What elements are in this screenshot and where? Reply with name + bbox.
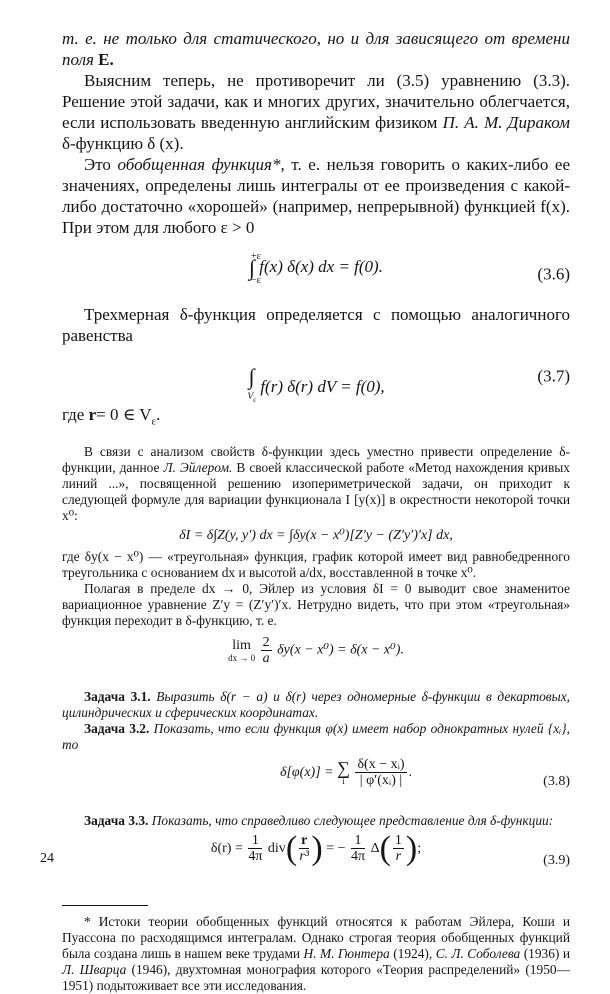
task-3-1-text: Выразить δ(r − a) и δ(r) через одномерные δ-функции в декартовых, цилиндрических и сферических координатах. — [62, 689, 570, 721]
where-line — [62, 404, 570, 432]
fraction-denominator: 4π — [350, 849, 366, 865]
para2-author: П. А. М. Дираком — [442, 113, 570, 132]
fraction-3 — [351, 833, 365, 864]
where-condition: = 0 ∈ V — [96, 405, 152, 424]
fraction-4 — [393, 833, 404, 864]
para3-rest: т. е. нельзя говорить о каких-либо ее значениях, определены лишь интегралы от ее произведения с какой-либо достаточно «хорошей» (например, непрерывной) функцией f(x). При этом для любого ε > 0 — [62, 155, 571, 237]
limit-operator — [228, 638, 255, 663]
variation-equation — [62, 528, 570, 544]
fraction-numerator: 1 — [248, 833, 262, 849]
fraction-denominator: r — [395, 849, 402, 865]
fraction-numerator: 1 — [394, 833, 402, 849]
divergence-operator: div — [267, 841, 286, 857]
task-3-1-label: Задача 3.1. — [84, 689, 151, 705]
equation-number: (3.6) — [537, 264, 570, 284]
euler-paragraph-3: Полагая в пределе dx → 0, Эйлер из условия δI = 0 выводит свое знаменитое вариационное уравнение Z′y = (Z′y′)′x. Нетрудно видеть, что при этом «треугольная» функция переходит в δ-функцию, т. е. — [62, 581, 570, 629]
para2-text: Выясним теперь, не противоречит ли (3.5) уравнению (3.3). Решение этой задачи, как и многих других, значительно облегчается, если использовать введенную английским физиком — [62, 71, 570, 132]
fraction-numerator: 2 — [262, 635, 270, 651]
footnote-year-2: (1936) и — [523, 946, 570, 962]
equation-3-9-end: ; — [417, 841, 422, 857]
sum-sign: ∑ — [337, 758, 350, 779]
equation-3-8-left: δ[φ(x)] = — [279, 765, 334, 781]
equation-3-6-body: f(x) δ(x) dx = f(0). — [259, 257, 383, 276]
footnote-end: (1946), двухтомная монография которого «Теория распределений» (1950—1951) подытоживает все эти исследования. — [62, 962, 570, 994]
para3-italic: обобщенная функция*, — [117, 155, 285, 174]
fraction-2 — [299, 833, 309, 864]
limit-subscript: dx → 0 — [228, 653, 256, 664]
task-3-1 — [62, 689, 570, 721]
small1-text: В связи с анализом свойств δ-функции здесь уместно привести определение δ-функции, данное — [62, 444, 570, 476]
paragraph-3 — [62, 154, 570, 238]
fraction-1 — [248, 833, 262, 864]
volume-subscript: V — [247, 392, 254, 402]
sum-index: i — [342, 776, 345, 787]
equation-3-8-fraction — [355, 757, 406, 788]
equation-3-8-end: . — [408, 765, 413, 781]
footnote-author-1: Н. М. Гюнтера — [303, 946, 390, 962]
equation-number: (3.9) — [543, 853, 570, 869]
vector-r: r — [88, 405, 97, 424]
fraction-numerator: δ(x − xᵢ) — [357, 757, 405, 773]
laplacian-operator: Δ — [370, 841, 380, 857]
equation-3-7 — [62, 356, 570, 402]
small1-rest: В своей классической работе «Метод нахождения кривых линий ...», посвященной решению изопериметрической задачи, он приходит к следующей формуле для вариации функционала I [y(x)] в окрестности некоторой точки x⁰: — [62, 460, 570, 524]
integral-upper-limit: +ε — [251, 250, 261, 262]
equation-number: (3.8) — [543, 774, 570, 790]
task-3-2 — [62, 721, 570, 753]
equation-3-9: δ(r) = $\frac{1}{4\pi}$ div( $\frac{r}{\text{r³}}$ ) = − $\frac{1}{4\pi}$ Δ( $\frac{1}{r}$ ); (3.9) — [210, 829, 570, 869]
footnote-author-3: Л. Шварца — [62, 962, 127, 978]
para2-end: δ-функцию δ (x). — [62, 134, 184, 153]
sum-operator — [337, 759, 350, 786]
equation-3-7-body: f(r) δ(r) dV = f(0), — [260, 377, 385, 397]
integral-lower-limit: −ε — [251, 274, 261, 286]
fraction-numerator: r — [301, 833, 308, 849]
where-subscript: ε — [151, 415, 157, 428]
para3-start: Это — [84, 155, 111, 174]
equation-3-6 — [62, 242, 570, 294]
fraction-denominator: r³ — [299, 849, 310, 865]
paragraph-2 — [62, 70, 570, 154]
paragraph-1 — [62, 28, 570, 70]
task-3-2-text: Показать, что если функция φ(x) имеет набор однократных нулей {xᵢ}, то — [62, 721, 570, 753]
footnote-divider — [62, 905, 148, 906]
equation-3-9-left: δ(r) = — [210, 841, 243, 857]
fraction-denominator: | φ′(xᵢ) | — [359, 773, 403, 789]
where-label: где — [62, 405, 85, 424]
fraction-denominator: 4π — [248, 849, 263, 865]
task-3-2-label: Задача 3.2. — [84, 721, 150, 737]
field-symbol-E: E. — [98, 50, 114, 69]
euler-paragraph-1 — [62, 444, 570, 524]
limit-equation-body: δy(x − x⁰) = δ(x − x⁰). — [277, 643, 404, 659]
euler-paragraph-2: где δy(x − x⁰) — «треугольная» функция, график которой имеет вид равнобедренного треугольника с основанием dx и высотой a/dx, восставленной в точке x⁰. — [62, 549, 570, 581]
fraction-denominator: a — [262, 651, 270, 667]
task-3-3-label: Задача 3.3. — [84, 813, 149, 829]
equation-3-9-mid: = − — [326, 841, 346, 857]
page-content — [62, 28, 570, 994]
para1-italic: т. е. не только для статического, но и для зависящего от времени поля — [62, 29, 570, 69]
fraction-numerator: 1 — [351, 833, 365, 849]
small1-author: Л. Эйлером. — [163, 460, 233, 476]
task-3-3-text: Показать, что справедливо следующее представление для δ-функции: — [151, 813, 554, 829]
paragraph-4: Трехмерная δ-функция определяется с помощью аналогичного равенства — [62, 305, 570, 345]
limit-label: lim — [232, 638, 251, 654]
where-end: . — [156, 405, 161, 424]
limit-fraction — [261, 635, 272, 666]
page-number: 24 — [40, 851, 54, 866]
footnote-author-2: С. Л. Соболева — [435, 946, 521, 962]
integral-sign: +ε ∫ −ε — [249, 257, 255, 280]
footnote — [62, 914, 570, 994]
equation-number: (3.7) — [537, 366, 570, 386]
volume-subscript-index: ε — [253, 395, 257, 404]
footnote-text: * Истоки теории обобщенных функций относятся к работам Эйлера, Коши и Пуассона по расходящимся интегралам. Однако строгая теория обобщенных функций была создана лишь в нашем веке трудами — [62, 914, 570, 962]
footnote-year-1: (1924), — [393, 946, 433, 962]
volume-integral-sign: ∫ $V_\varepsilon$ — [247, 364, 257, 404]
limit-equation — [62, 635, 570, 681]
task-3-3 — [62, 813, 570, 829]
equation-3-8 — [62, 757, 570, 807]
variation-equation-body: δI = δ∫Z(y, y′) dx = ∫δy(x − x⁰)[Z′y − (Z′y′)′x] dx, — [179, 528, 453, 544]
